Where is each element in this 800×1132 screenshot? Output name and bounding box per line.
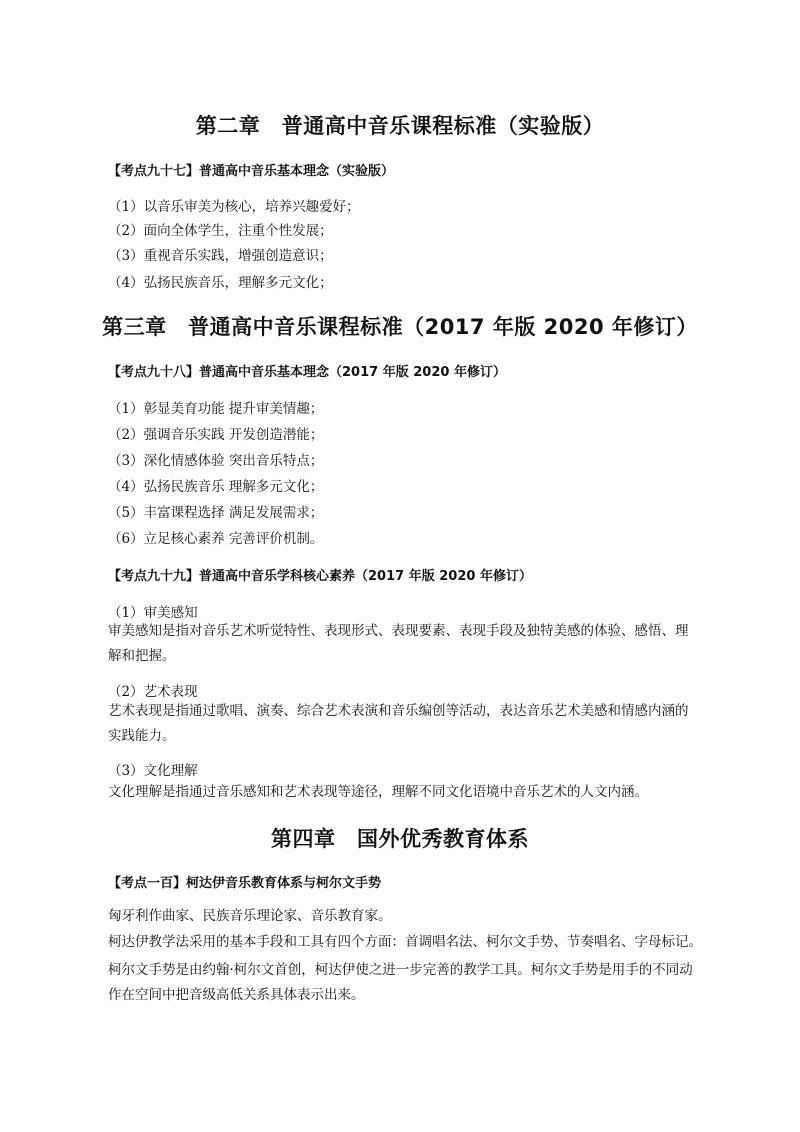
list-item: （6）立足核心素养 完善评价机制。 xyxy=(108,531,324,547)
body-paragraph: 匈牙利作曲家、民族音乐理论家、音乐教育家。 xyxy=(108,908,392,924)
section-97-heading: 【考点九十七】普通高中音乐基本理念（实验版） xyxy=(108,164,395,179)
literacy-label: （3）文化理解 xyxy=(108,763,198,779)
section-98-heading: 【考点九十八】普通高中音乐基本理念（2017 年版 2020 年修订） xyxy=(108,365,506,380)
list-item: （1）以音乐审美为核心，培养兴趣爱好； xyxy=(108,199,360,215)
list-item: （3）重视音乐实践，增强创造意识； xyxy=(108,248,333,264)
chapter-2-title: 第二章 普通高中音乐课程标准（实验版） xyxy=(195,114,605,138)
list-item: （1）彰显美育功能 提升审美情趣； xyxy=(108,401,324,417)
list-item: （5）丰富课程选择 满足发展需求； xyxy=(108,505,324,521)
list-item: （3）深化情感体验 突出音乐特点； xyxy=(108,453,324,469)
list-item: （2）强调音乐实践 开发创造潜能； xyxy=(108,427,324,443)
list-item: （4）弘扬民族音乐 理解多元文化； xyxy=(108,479,324,495)
literacy-paragraph: 审美感知是指对音乐艺术听觉特性、表现形式、表现要素、表现手段及独特美感的体验、感悟、理解和把握。 xyxy=(108,623,689,664)
literacy-label: （1）审美感知 xyxy=(108,605,198,621)
body-paragraph: 柯达伊教学法采用的基本手段和工具有四个方面：首调唱名法、柯尔文手势、节奏唱名、字母标记。 xyxy=(108,934,702,950)
section-99-heading: 【考点九十九】普通高中音乐学科核心素养（2017 年版 2020 年修订） xyxy=(108,569,532,584)
literacy-paragraph: 文化理解是指通过音乐感知和艺术表现等途径，理解不同文化语境中音乐艺术的人文内涵。 xyxy=(108,784,648,800)
chapter-4-title: 第四章 国外优秀教育体系 xyxy=(271,827,529,851)
chapter-3-title: 第三章 普通高中音乐课程标准（2017 年版 2020 年修订） xyxy=(102,315,698,339)
body-paragraph: 柯尔文手势是由约翰·柯尔文首创，柯达伊使之进一步完善的教学工具。柯尔文手势是用手的不同动作在空间中把音级高低关系具体表示出来。 xyxy=(108,962,693,1003)
literacy-paragraph: 艺术表现是指通过歌唱、演奏、综合艺术表演和音乐编创等活动，表达音乐艺术美感和情感内涵的实践能力。 xyxy=(108,703,689,744)
list-item: （4）弘扬民族音乐，理解多元文化； xyxy=(108,275,333,291)
list-item: （2）面向全体学生，注重个性发展； xyxy=(108,223,333,239)
section-100-heading: 【考点一百】柯达伊音乐教育体系与柯尔文手势 xyxy=(108,876,382,891)
literacy-label: （2）艺术表现 xyxy=(108,684,198,700)
